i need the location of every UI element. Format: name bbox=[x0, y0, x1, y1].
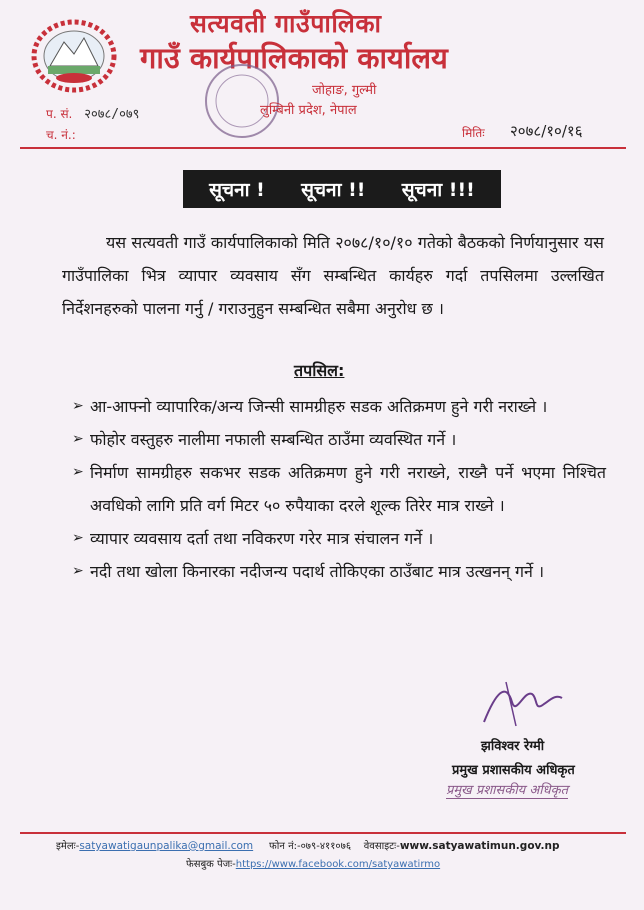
nepal-emblem-icon bbox=[30, 14, 118, 94]
footer-social bbox=[186, 856, 440, 870]
list-item-text: निर्माण सामग्रीहरु सकभर सडक अतिक्रमण हुने गरी नराख्ने, राख्नै पर्ने भएमा निश्चित अवधिको लागि प्रति वर्ग मिटर ५० रुपैयाका दरले शूल्क तिरेर मात्र राख्ने । bbox=[90, 463, 606, 515]
address-line1: जोहाङ, गुल्मी bbox=[312, 83, 377, 98]
directive-list bbox=[74, 390, 606, 588]
dispatch-number: च. नं.: bbox=[46, 128, 76, 142]
designation-stamp: प्रमुख प्रशासकीय अधिकृत bbox=[446, 780, 568, 799]
intro-paragraph bbox=[62, 226, 604, 325]
org-name-line2: गाउँ कार्यपालिकाको कार्यालय bbox=[140, 41, 448, 75]
intro-text: यस सत्यवती गाउँ कार्यपालिकाको मिति २०७८/१०/१० गतेको बैठकको निर्णयानुसार यस गाउँपालिका भित्र व्यापार व्यवसाय सँग सम्बन्धित कार्यहरु गर्दा तपसिलमा उल्लखित निर्देशनहरुको पालना गर्नु / गराउनुहुन सम्बन्धित सबैमा अनुरोध छ । bbox=[62, 233, 604, 318]
address-line2: लुम्बिनी प्रदेश, नेपाल bbox=[260, 103, 357, 118]
list-item-text: फोहोर वस्तुहरु नालीमा नफाली सम्बन्धित ठाउँमा व्यवस्थित गर्ने । bbox=[90, 430, 457, 449]
arrow-bullet-icon: ➢ bbox=[72, 431, 84, 447]
signature-icon bbox=[476, 672, 566, 732]
list-item bbox=[74, 456, 606, 522]
phone-label: फोन नं:- bbox=[269, 841, 301, 852]
footer-divider bbox=[20, 832, 626, 834]
ref-value: २०७८/०७९ bbox=[84, 107, 140, 122]
notice-word-3: सूचना !!! bbox=[401, 179, 475, 201]
arrow-bullet-icon: ➢ bbox=[72, 563, 84, 579]
footer-contact bbox=[56, 838, 560, 852]
signatory-name: झविश्वर रेग्मी bbox=[481, 739, 545, 754]
details-heading: तपसिल: bbox=[294, 361, 345, 380]
arrow-bullet-icon: ➢ bbox=[72, 398, 84, 414]
notice-word-2: सूचना !! bbox=[301, 179, 366, 201]
phone-value: ०७९-४११०७६ bbox=[300, 841, 352, 852]
arrow-bullet-icon: ➢ bbox=[72, 464, 84, 480]
header-divider bbox=[20, 147, 626, 149]
date-label: मितिः bbox=[462, 126, 485, 140]
list-item bbox=[74, 390, 606, 423]
notice-word-1: सूचना ! bbox=[209, 179, 265, 201]
website-label: वेवसाइटः- bbox=[363, 841, 400, 852]
list-item bbox=[74, 423, 606, 456]
signatory-designation: प्रमुख प्रशासकीय अधिकृत bbox=[452, 763, 575, 778]
notice-title bbox=[183, 170, 501, 208]
ref-label: प. सं. bbox=[46, 107, 73, 121]
email-link[interactable]: satyawatigaunpalika@gmail.com bbox=[79, 840, 254, 852]
website-link[interactable]: www.satyawatimun.gov.np bbox=[399, 840, 560, 852]
date-value: २०७८/१०/१६ bbox=[510, 122, 583, 140]
list-item bbox=[74, 555, 606, 588]
facebook-label: फेसबुक पेजः- bbox=[186, 859, 236, 870]
org-name-line1: सत्यवती गाउँपालिका bbox=[190, 9, 382, 38]
list-item-text: व्यापार व्यवसाय दर्ता तथा नविकरण गरेर मात्र संचालन गर्ने । bbox=[90, 529, 434, 548]
list-item bbox=[74, 522, 606, 555]
arrow-bullet-icon: ➢ bbox=[72, 530, 84, 546]
reference-number bbox=[46, 104, 139, 122]
facebook-link[interactable]: https://www.facebook.com/satyawatirmo bbox=[235, 859, 441, 870]
list-item-text: नदी तथा खोला किनारका नदीजन्य पदार्थ तोकिएका ठाउँबाट मात्र उत्खनन् गर्ने । bbox=[90, 562, 545, 581]
email-label: इमेलः- bbox=[56, 841, 80, 852]
list-item-text: आ-आफ्नो व्यापारिक/अन्य जिन्सी सामग्रीहरु सडक अतिक्रमण हुने गरी नराख्ने । bbox=[90, 397, 548, 416]
